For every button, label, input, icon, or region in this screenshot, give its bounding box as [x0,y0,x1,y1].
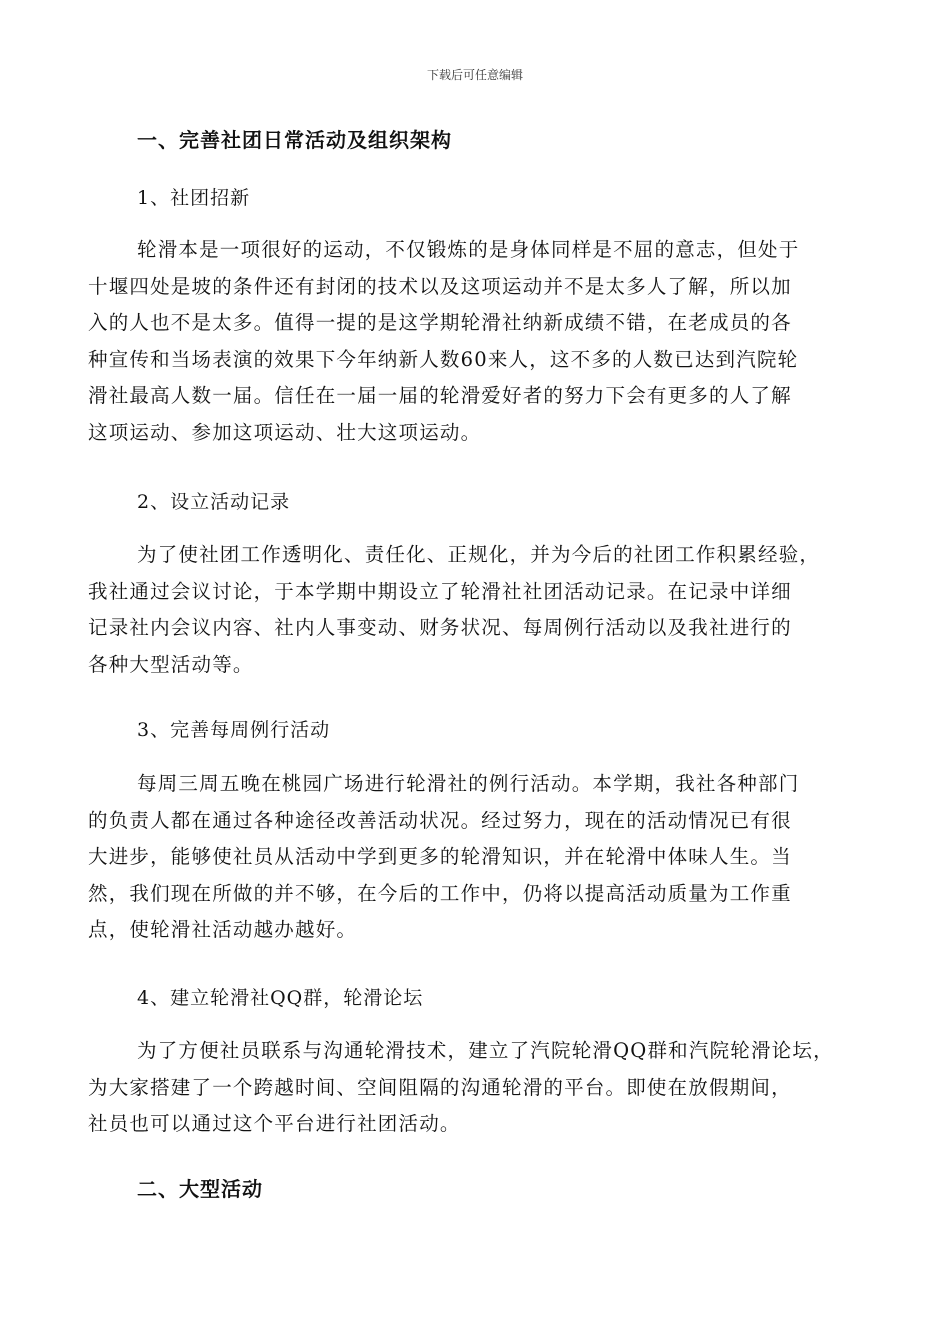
paragraph-line: 记录社内会议内容、社内人事变动、财务状况、每周例行活动以及我社进行的 [88,616,792,639]
subsection-1-paragraph [88,232,868,451]
paragraph-line: 为了方便社员联系与沟通轮滑技术，建立了汽院轮滑QQ群和汽院轮滑论坛， [137,1039,834,1062]
subsection-1-title: 1、社团招新 [137,187,251,209]
subsection-2-paragraph [88,537,868,683]
paragraph-line: 然，我们现在所做的并不够，在今后的工作中，仍将以提高活动质量为工作重 [88,881,792,905]
subsection-2-title: 2、设立活动记录 [137,491,291,513]
paragraph-line: 的负责人都在通过各种途径改善活动状况。经过努力，现在的活动情况已有很 [88,808,792,832]
paragraph-line: 为大家搭建了一个跨越时间、空间阻隔的沟通轮滑的平台。即使在放假期间， [88,1075,792,1099]
paragraph-line: 种宣传和当场表演的效果下今年纳新人数60来人，这不多的人数已达到汽院轮 [88,347,799,371]
paragraph-line: 大进步，能够使社员从活动中学到更多的轮滑知识，并在轮滑中体味人生。当 [88,845,792,868]
section-2-title: 二、大型活动 [137,1177,263,1201]
subsection-4-paragraph [88,1033,868,1143]
subsection-3-paragraph [88,766,868,949]
subsection-3-title: 3、完善每周例行活动 [137,719,331,741]
paragraph-line: 十堰四处是坡的条件还有封闭的技术以及这项运动并不是太多人了解，所以加 [88,274,792,298]
paragraph-line: 入的人也不是太多。值得一提的是这学期轮滑社纳新成绩不错，在老成员的各 [88,311,792,334]
page-header: 下载后可任意编辑 [426,68,523,82]
paragraph-line: 我社通过会议讨论，于本学期中期设立了轮滑社社团活动记录。在记录中详细 [88,579,792,603]
paragraph-line: 轮滑本是一项很好的运动，不仅锻炼的是身体同样是不屈的意志，但处于 [137,238,800,261]
paragraph-line: 社员也可以通过这个平台进行社团活动。 [88,1112,461,1135]
section-1-title: 一、完善社团日常活动及组织架构 [137,128,452,152]
paragraph-line: 点，使轮滑社活动越办越好。 [88,918,358,941]
paragraph-line: 每周三周五晚在桃园广场进行轮滑社的例行活动。本学期，我社各种部门 [137,772,800,795]
paragraph-line: 滑社最高人数一届。信任在一届一届的轮滑爱好者的努力下会有更多的人了解 [88,384,792,407]
paragraph-line: 为了使社团工作透明化、责任化、正规化，并为今后的社团工作积累经验， [137,543,821,566]
paragraph-line: 各种大型活动等。 [88,652,254,676]
subsection-4-title: 4、建立轮滑社QQ群，轮滑论坛 [137,987,424,1009]
paragraph-line: 这项运动、参加这项运动、壮大这项运动。 [88,420,482,444]
